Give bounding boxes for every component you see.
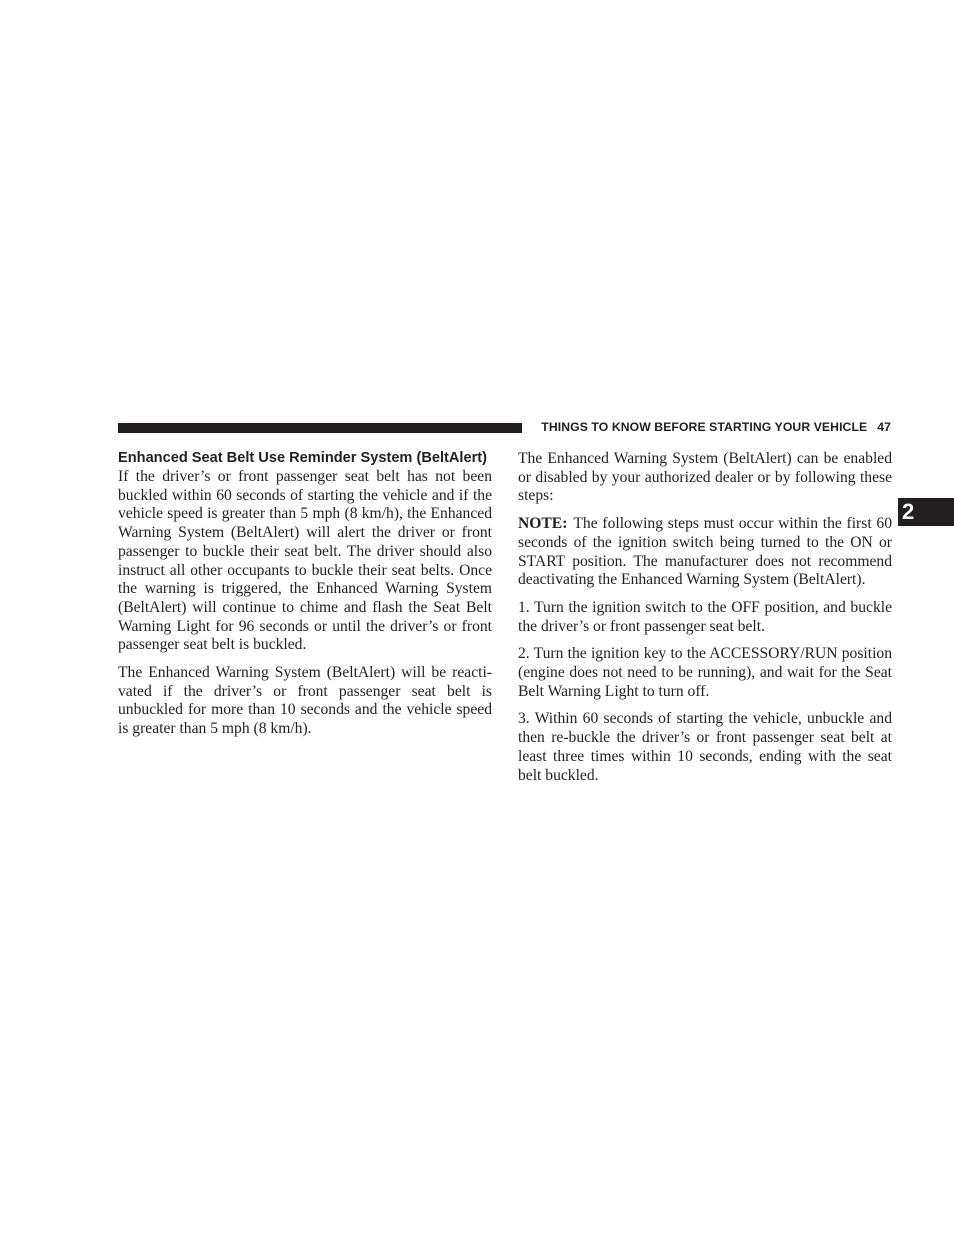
chapter-tab: 2 [898,498,954,526]
step-item: 2. Turn the ignition key to the ACCESSORY/RUN position (engine does not need to be running), and wait for the Seat Belt Warning Light to turn off. [518,645,892,700]
running-title: THINGS TO KNOW BEFORE STARTING YOUR VEHICLE [541,420,868,434]
note-paragraph [518,515,892,590]
note-label: NOTE: [518,515,568,533]
left-column [118,450,492,748]
right-column [518,450,892,794]
page-number: 47 [877,420,891,434]
running-head [533,420,891,435]
section-heading: Enhanced Seat Belt Use Reminder System (BeltAlert) [118,450,488,466]
body-paragraph: The Enhanced Warning System (BeltAlert) will be reactivated if the driver’s or front passenger seat belt is unbuckled for more than 10 seconds and the vehicle speed is greater than 5 mph (8 km/h). [118,664,492,738]
note-text: The following steps must occur within the first 60 seconds of the ignition switch being turned to the ON or START position. The manufacturer does not recommend deactivating the Enhanced Warning System (BeltAlert). [518,515,892,589]
intro-paragraph: The Enhanced Warning System (BeltAlert) can be enabled or disabled by your authorized dealer or by following these steps: [518,450,892,505]
step-item: 3. Within 60 seconds of starting the vehicle, unbuckle and then re-buckle the driver’s or front passenger seat belt at least three times within 10 seconds, ending with the seat belt buckled. [518,710,892,784]
header-rule [118,423,522,433]
step-item: 1. Turn the ignition switch to the OFF position, and buckle the driver’s or front passenger seat belt. [518,598,892,635]
body-paragraph: If the driver’s or front passenger seat belt has not been buckled within 60 seconds of starting the vehicle and if the vehicle speed is greater than 5 mph (8 km/h), the Enhanced Warning System (BeltAlert) will alert the driver or front passenger to buckle their seat belt. The driver should also instruct all other occupants to buckle their seat belts. Once the warning is triggered, the Enhanced Warning System (BeltAlert) will continue to chime and flash the Seat Belt Warning Light for 96 seconds or until the driver’s or front passenger seat belt is buckled. [118,468,492,654]
